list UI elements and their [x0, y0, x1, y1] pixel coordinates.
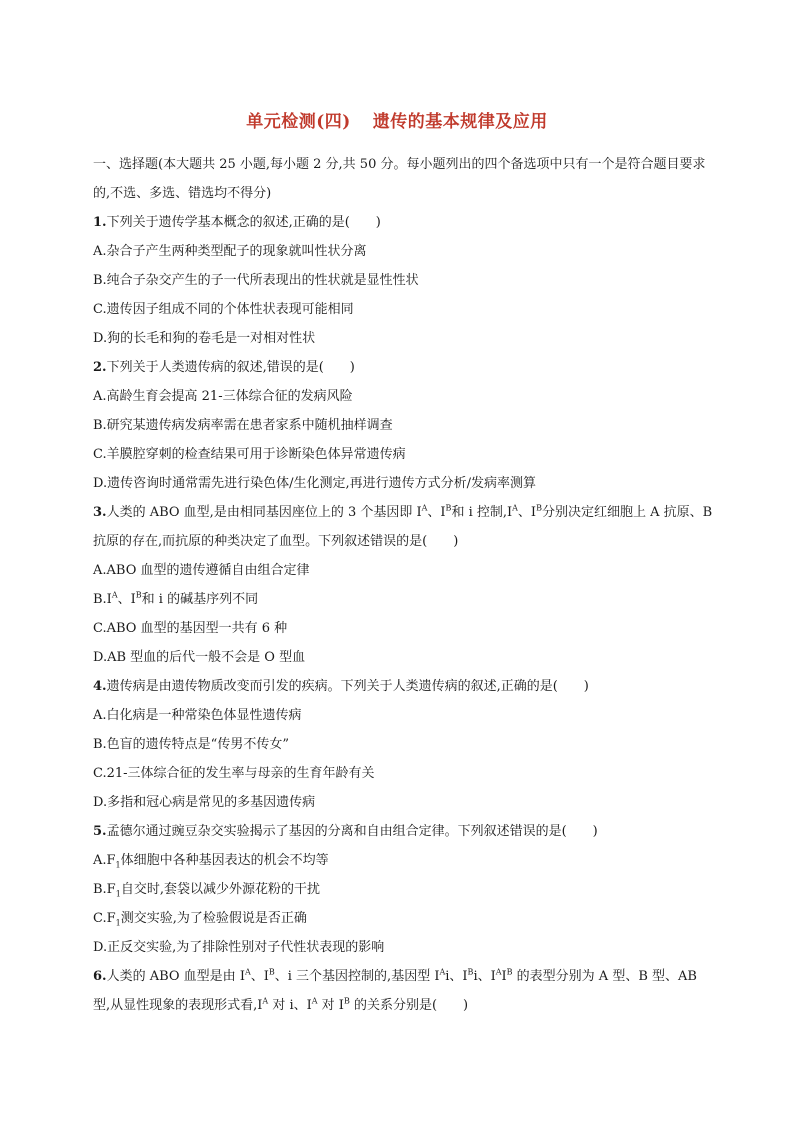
option-c — [93, 904, 713, 933]
superscript: B — [536, 503, 542, 513]
superscript: B — [343, 996, 350, 1006]
question-number: 1. — [93, 215, 107, 230]
text-part: C.F — [93, 911, 116, 926]
subscript: 1 — [115, 889, 121, 899]
text-part: 、I — [250, 969, 269, 984]
title-unit: 单元检测(四) — [246, 112, 351, 132]
question-number: 5. — [93, 824, 107, 839]
question-text: 遗传病是由遗传物质改变而引发的疾病。下列关于人类遗传病的叙述,正确的是( ) — [106, 679, 589, 694]
option-a: A.ABO 血型的遗传遵循自由组合定律 — [93, 563, 310, 578]
question-number: 3. — [93, 505, 107, 520]
superscript: A — [421, 503, 428, 513]
option-d: D.多指和冠心病是常见的多基因遗传病 — [93, 795, 316, 810]
text-part: 人类的 ABO 血型,是由相同基因座位上的 3 个基因即 I — [106, 505, 422, 520]
question-text: 下列关于人类遗传病的叙述,错误的是( ) — [106, 360, 355, 375]
text-part: 自交时,套袋以减少外源花粉的干扰 — [120, 882, 320, 897]
text-part: I — [501, 969, 507, 984]
text-part: 的表型分别为 A 型、B 型、AB 型,从显性现象的表现形式看,I — [93, 969, 697, 1013]
question-list — [93, 150, 713, 1020]
option-d: D.狗的长毛和狗的卷毛是一对相对性状 — [93, 331, 316, 346]
superscript: A — [111, 590, 118, 600]
title-topic: 遗传的基本规律及应用 — [372, 112, 548, 132]
superscript: B — [268, 967, 275, 977]
text-part: 、i 三个基因控制的,基因型 I — [274, 969, 440, 984]
question-stem — [93, 353, 713, 382]
text-part: A.F — [93, 853, 116, 868]
superscript: A — [244, 967, 251, 977]
subscript: 1 — [115, 860, 121, 870]
text-part: 分别决定红细胞上 A 抗原、B 抗原的存在,而抗原的种类决定了血型。下列叙述错误的是( ) — [93, 505, 713, 549]
question-stem — [93, 208, 713, 237]
question-text: 孟德尔通过豌豆杂交实验揭示了基因的分离和自由组合定律。下列叙述错误的是( ) — [106, 824, 598, 839]
option-a — [93, 846, 713, 875]
option-d: D.AB 型血的后代一般不会是 O 型血 — [93, 650, 306, 665]
superscript: A — [439, 967, 446, 977]
question-number: 4. — [93, 679, 107, 694]
question-stem — [93, 498, 713, 556]
section-intro: 一、选择题(本大题共 25 小题,每小题 2 分,共 50 分。每小题列出的四个备选项中只有一个是符合题目要求的,不选、多选、错选均不得分) — [93, 157, 706, 201]
text-part: B.I — [93, 592, 112, 607]
option-d: D.正反交实验,为了排除性别对子代性状表现的影响 — [93, 940, 385, 955]
option-b — [93, 875, 713, 904]
text-part: 的关系分别是( ) — [349, 998, 469, 1013]
text-part: 对 I — [317, 998, 344, 1013]
question-text: 下列关于遗传学基本概念的叙述,正确的是( ) — [106, 215, 381, 230]
option-b: B.研究某遗传病发病率需在患者家系中随机抽样调查 — [93, 418, 393, 433]
superscript: B — [135, 590, 142, 600]
text-part: 对 i、I — [268, 998, 312, 1013]
text-part: 测交实验,为了检验假说是否正确 — [120, 911, 307, 926]
option-b: B.色盲的遗传特点是“传男不传女” — [93, 737, 289, 752]
question-stem — [93, 672, 713, 701]
text-part: i、I — [473, 969, 496, 984]
question-number: 6. — [93, 969, 107, 984]
option-c: C.羊膜腔穿刺的检查结果可用于诊断染色体异常遗传病 — [93, 447, 406, 462]
option-c: C.遗传因子组成不同的个体性状表现可能相同 — [93, 302, 354, 317]
text-part: B.F — [93, 882, 116, 897]
text-part: 体细胞中各种基因表达的机会不均等 — [120, 853, 329, 868]
superscript: B — [445, 503, 452, 513]
text-part: 和 i 的碱基序列不同 — [141, 592, 259, 607]
option-a: A.高龄生育会提高 21-三体综合征的发病风险 — [93, 389, 353, 404]
option-b — [93, 585, 713, 614]
option-c: C.21-三体综合征的发生率与母亲的生育年龄有关 — [93, 766, 375, 781]
superscript: A — [311, 996, 318, 1006]
question-number: 2. — [93, 360, 107, 375]
superscript: B — [467, 967, 474, 977]
text-part: 、I — [517, 505, 537, 520]
subscript: 1 — [115, 918, 121, 928]
question-stem — [93, 817, 713, 846]
page-title — [0, 107, 794, 132]
question-stem — [93, 962, 713, 1020]
text-part: 和 i 控制,I — [451, 505, 513, 520]
text-part: 、I — [117, 592, 136, 607]
option-b: B.纯合子杂交产生的子一代所表现出的性状就是显性性状 — [93, 273, 419, 288]
text-part: 人类的 ABO 血型是由 I — [106, 969, 245, 984]
text-part: 、I — [427, 505, 446, 520]
superscript: A — [495, 967, 502, 977]
option-c: C.ABO 血型的基因型一共有 6 种 — [93, 621, 288, 636]
option-a: A.杂合子产生两种类型配子的现象就叫性状分离 — [93, 244, 367, 259]
superscript: B — [506, 967, 513, 977]
superscript: A — [512, 503, 518, 513]
text-part: i、I — [445, 969, 468, 984]
option-a: A.白化病是一种常染色体显性遗传病 — [93, 708, 302, 723]
superscript: A — [262, 996, 269, 1006]
option-d: D.遗传咨询时通常需先进行染色体/生化测定,再进行遗传方式分析/发病率测算 — [93, 476, 536, 491]
